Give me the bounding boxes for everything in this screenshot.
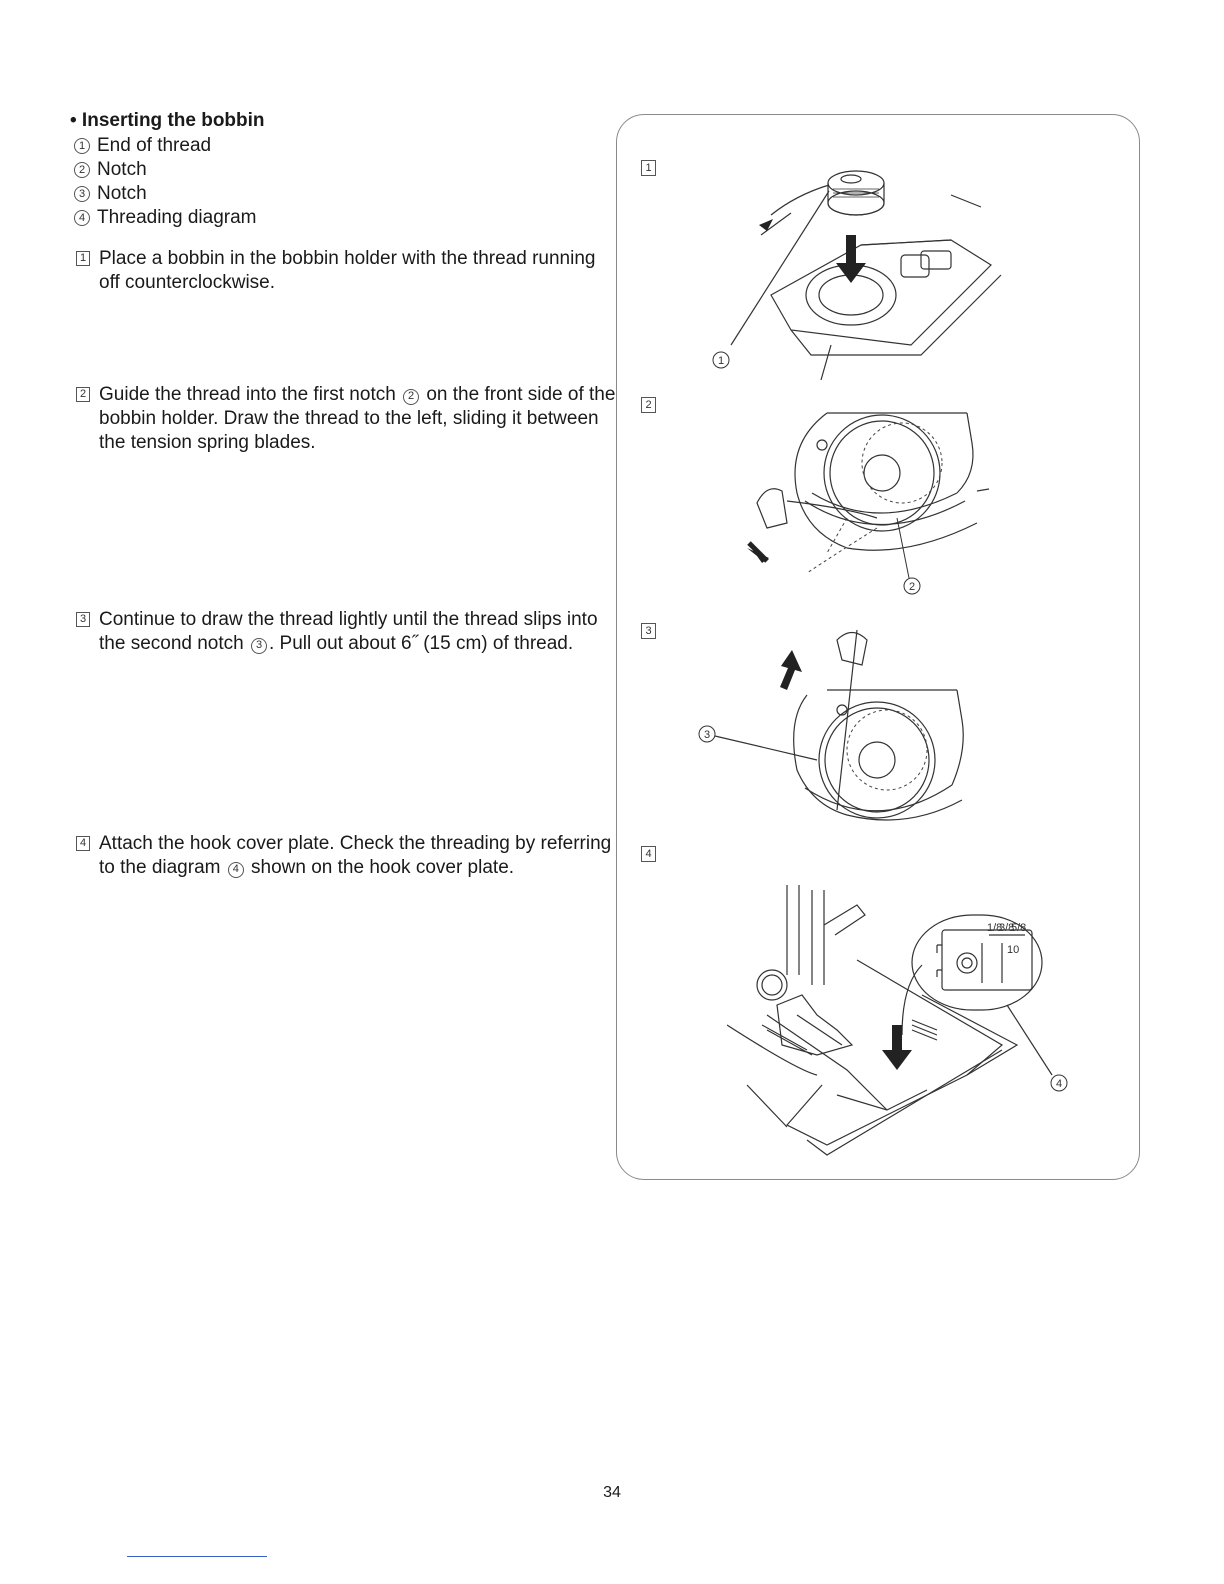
first-notch-illustration: [727, 383, 1007, 598]
step-number: 3: [76, 612, 90, 627]
scale-mark: 1/8: [987, 922, 1003, 934]
section-heading: • Inserting the bobbin: [70, 110, 265, 131]
step-text-part: Guide the thread into the first notch: [99, 384, 396, 405]
callout-number: 1: [74, 138, 90, 154]
list-item: [74, 158, 256, 182]
step-2: [76, 383, 616, 455]
step-1: [76, 247, 616, 295]
part-label: Threading diagram: [97, 207, 257, 228]
callout-number: 4: [228, 862, 244, 878]
list-item: [74, 134, 256, 158]
step-text-part: Continue to draw the thread lightly until the thread slips into the second notch: [99, 609, 598, 654]
second-notch-illustration: [687, 610, 987, 845]
scale-mark: 10: [1007, 944, 1020, 956]
scale-mark: 3/8: [999, 922, 1015, 934]
callout-number: 3: [74, 186, 90, 202]
step-text-part: Attach the hook cover plate. Check the threading by referring to the diagram: [99, 833, 612, 878]
step-4: [76, 832, 616, 880]
part-label: Notch: [97, 183, 147, 204]
part-label: Notch: [97, 159, 147, 180]
panel-label: 4: [641, 846, 656, 862]
page-number: 34: [603, 1484, 621, 1501]
list-item: [74, 206, 256, 230]
scale-mark: 5/8: [1011, 922, 1027, 934]
bobbin-placement-illustration: [701, 155, 1031, 385]
footer-rule: [127, 1556, 267, 1557]
step-text-part: on the front side of the bobbin holder. Draw the thread to the left, sliding it between the tension spring blades.: [99, 384, 616, 453]
callout-number: 2: [403, 389, 419, 405]
part-label: End of thread: [97, 135, 212, 156]
step-text: [99, 383, 616, 455]
step-text-part: shown on the hook cover plate.: [251, 857, 515, 878]
callout-label: 1: [717, 355, 725, 367]
panel-label: 2: [641, 397, 656, 413]
panel-label: 1: [641, 160, 656, 176]
step-3: [76, 608, 616, 656]
step-text: Place a bobbin in the bobbin holder with the thread running off counterclockwise.: [99, 248, 596, 293]
callout-label: 2: [908, 581, 916, 593]
illustration-panel: [616, 114, 1140, 1180]
step-text: [99, 832, 616, 880]
callout-label: 3: [703, 729, 711, 741]
callout-label: 4: [1055, 1078, 1063, 1090]
step-text-part: . Pull out about 6˝ (15 cm) of thread.: [269, 633, 574, 654]
hook-cover-plate-illustration: [727, 865, 1072, 1165]
step-number: 4: [76, 836, 90, 851]
list-item: [74, 182, 256, 206]
callout-number: 4: [74, 210, 90, 226]
step-number: 2: [76, 387, 90, 402]
step-number: 1: [76, 251, 90, 266]
parts-list: [74, 134, 256, 230]
callout-number: 2: [74, 162, 90, 178]
panel-label: 3: [641, 623, 656, 639]
step-text: [99, 608, 616, 656]
callout-number: 3: [251, 638, 267, 654]
